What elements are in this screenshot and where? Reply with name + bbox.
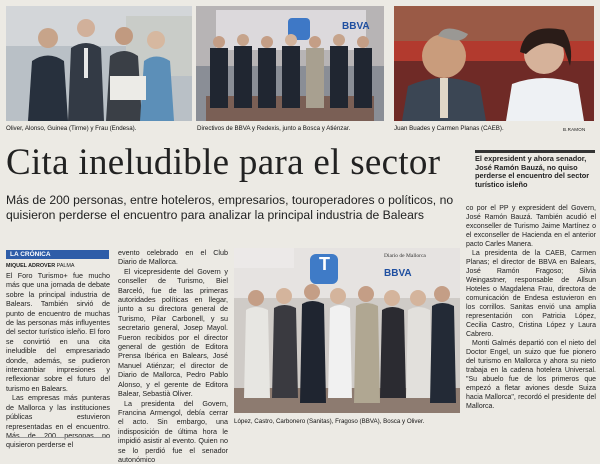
paragraph: La presidenta de la CAEB, Carmen Planas; el director de BBVA en Balears, José Ramón Fragoso; Silvia Weingastner, responsable de Allsun Hoteles o Magdalena Frau, directora de comunicación de Endesa estuvieron en los corrillos. Sanitas envió una amplia representación con Patricia López, Cecilia Castro, Cristina López y Laura Cabrero. xyxy=(466,249,596,339)
photo-sanitas-bbva-group xyxy=(234,248,460,413)
paragraph: El Foro Turismo+ fue mucho más que una jornada de debate sobre la principal industria de Balears. También sirvió de punto de encuentro de muchas de las personas más influyentes del sector turístico isleño. El foro se convirtió en una cita ineludible del empresariado donde, además, se pudieron intercambiar impresiones y reflexionar sobre el futuro del turismo en Balears. xyxy=(6,271,110,393)
backdrop-brand-diario: Diario de Mallorca xyxy=(384,253,426,259)
paragraph: La presidenta del Govern, Francina Armengol, debía cerrar el acto. Sin embargo, una indisposición de última hora le impidió asistir al evento. Quien no se lo perdió fue el senador autonómico xyxy=(118,399,228,464)
sidebar-pullquote xyxy=(475,150,595,189)
backdrop-brand-bbva: BBVA xyxy=(342,21,370,32)
photo-caption: Juan Buades y Carmen Planas (CAEB). xyxy=(394,125,504,132)
section-label xyxy=(6,250,109,259)
paragraph: co por el PP y expresident del Govern, José Ramón Bauzá. También acudió el exconseller de Turismo Jaime Martínez o el exconseller de Hacienda en el anterior pacto Carles Manera. xyxy=(466,204,596,249)
lead-paragraph: Más de 200 personas, entre hoteleros, empresarios, touroperadores o políticos, no quisieron perderse el encuentro para analizar la principal industria de Balears xyxy=(6,193,466,223)
photo-buades-planas xyxy=(394,6,594,121)
section-label-text: LA CRÓNICA xyxy=(6,250,109,259)
sidebar-pullquote-text: El expresident y ahora senador, José Ramón Bauzá, no quiso perderse el encuentro del sector turístico isleño xyxy=(475,155,595,189)
byline-place: PALMA xyxy=(57,263,75,269)
paragraph: El vicepresidente del Govern y conseller de Turismo, Biel Barceló, fue de las primeras autoridades políticas en llegar, junto a su directora general de Turismo, Pilar Carbonell, y su secretario general, Josep Mayol. Fueron recibidos por el director general de gestión de Editora Prensa Ibérica en Balears, José Manuel Atiénzar; el director de Diario de Mallorca, Pedro Pablo Alonso, y el gerente de Editora Balear, Sebastià Oliver. xyxy=(118,267,228,399)
paragraph: Monti Galmés departió con el nieto del Doctor Engel, un suizo que fue pionero del turismo en Mallorca y ahora su nieto trabaja en la cadena hotelera Universal. "Su abuelo fue de los primeros que empezó a fletar aviones desde Suiza hacia Mallorca", recordó el presidente del Mallorca. xyxy=(466,339,596,411)
byline xyxy=(6,263,75,269)
article-column-3 xyxy=(466,204,596,411)
photo-caption: López, Castro, Carbonero (Sanitas), Fragoso (BBVA), Bosca y Oliver. xyxy=(234,418,424,425)
backdrop-brand-t: T xyxy=(319,254,330,275)
column-divider xyxy=(8,437,110,438)
article-column-2 xyxy=(118,248,228,464)
backdrop-brand-bbva: BBVA xyxy=(384,268,412,279)
paragraph: Las empresas más punteras de Mallorca y las instituciones públicas estuvieron representadas en el encuentro. Más de 200 personas no quisieron perderse el xyxy=(6,393,110,449)
byline-author: MIQUEL ADROVER xyxy=(6,263,55,269)
paragraph: evento celebrado en el Club Diario de Mallorca. xyxy=(118,248,228,267)
photo-networking-group xyxy=(6,6,192,121)
headline: Cita ineludible para el sector xyxy=(6,143,466,183)
photo-credit: B.RAMON xyxy=(563,126,585,133)
photo-caption: Directivos de BBVA y Redexis, junto a Bosca y Atiénzar. xyxy=(197,125,350,132)
article-column-1 xyxy=(6,271,110,450)
photo-caption: Oliver, Alonso, Guinea (Tirme) y Frau (Endesa). xyxy=(6,125,136,132)
photo-bbva-redexis-directors xyxy=(196,6,384,121)
